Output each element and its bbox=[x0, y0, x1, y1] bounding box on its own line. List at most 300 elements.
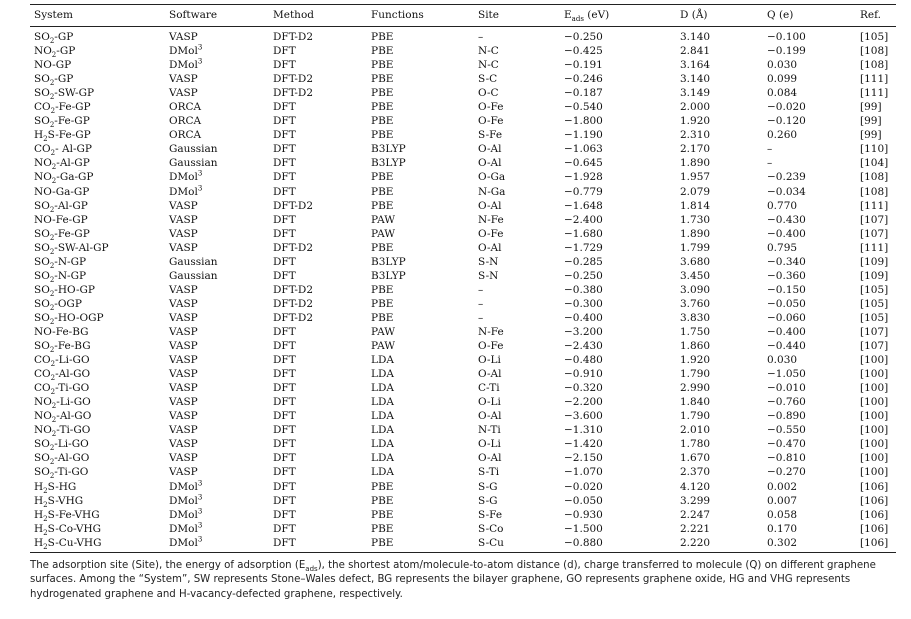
cell-site: O-Al bbox=[478, 452, 502, 465]
cell-method: DFT bbox=[273, 480, 296, 493]
cell-functions: PBE bbox=[371, 480, 394, 493]
table-row bbox=[30, 27, 896, 45]
header-system: System bbox=[30, 5, 165, 27]
table-row bbox=[30, 437, 896, 451]
cell-distance: 2.247 bbox=[680, 508, 711, 521]
table-row bbox=[30, 185, 896, 199]
cell-functions: PAW bbox=[371, 213, 396, 226]
table-row bbox=[30, 451, 896, 465]
cell-method: DFT bbox=[273, 269, 296, 282]
cell-functions: LDA bbox=[371, 396, 394, 409]
cell-software: DMol$^3$ bbox=[169, 521, 203, 535]
cell-distance: 1.890 bbox=[680, 227, 711, 240]
cell-functions: PBE bbox=[371, 536, 394, 549]
cell-system: $NO_2-Ga-GP$ bbox=[34, 171, 94, 186]
table-row bbox=[30, 367, 896, 381]
cell-distance: 2.079 bbox=[680, 185, 711, 198]
table-row bbox=[30, 536, 896, 553]
cell-method: DFT bbox=[273, 368, 296, 381]
cell-distance: 2.000 bbox=[680, 101, 711, 114]
cell-ref: [106] bbox=[860, 494, 889, 507]
cell-ref: [105] bbox=[860, 311, 889, 324]
table-row bbox=[30, 381, 896, 395]
cell-method: DFT bbox=[273, 227, 296, 240]
cell-system: $H_2S-HG$ bbox=[34, 480, 77, 495]
cell-eads: −0.020 bbox=[564, 480, 603, 493]
header-site: Site bbox=[474, 5, 560, 27]
cell-eads: −0.400 bbox=[564, 311, 603, 324]
cell-system: $NO_2-Al-GO$ bbox=[34, 410, 92, 425]
cell-ref: [100] bbox=[860, 410, 889, 423]
cell-ref: [100] bbox=[860, 438, 889, 451]
table-row bbox=[30, 241, 896, 255]
cell-charge: 0.084 bbox=[767, 87, 798, 100]
cell-charge: −0.270 bbox=[767, 466, 806, 479]
cell-functions: PBE bbox=[371, 129, 394, 142]
cell-system: $NO_2-GP$ bbox=[34, 45, 76, 60]
cell-distance: 1.814 bbox=[680, 199, 711, 212]
cell-eads: −2.150 bbox=[564, 452, 603, 465]
cell-system: $NO_2-Al-GP$ bbox=[34, 157, 90, 172]
cell-distance: 1.920 bbox=[680, 354, 711, 367]
cell-system: $SO_2-HO$-OGP bbox=[34, 311, 104, 327]
cell-software: VASP bbox=[169, 466, 198, 479]
cell-charge: −0.010 bbox=[767, 382, 806, 395]
cell-functions: PBE bbox=[371, 522, 394, 535]
cell-method: DFT bbox=[273, 466, 296, 479]
cell-charge: −0.100 bbox=[767, 31, 806, 43]
table-row bbox=[30, 283, 896, 297]
table-row bbox=[30, 480, 896, 494]
table-row bbox=[30, 170, 896, 184]
cell-software: DMol$^3$ bbox=[169, 43, 203, 58]
cell-charge: −0.034 bbox=[767, 185, 806, 198]
cell-ref: [100] bbox=[860, 368, 889, 381]
cell-system: $SO_2-N-GP$ bbox=[34, 255, 87, 270]
table-row bbox=[30, 100, 896, 114]
cell-ref: [106] bbox=[860, 522, 889, 535]
cell-eads: −0.540 bbox=[564, 101, 603, 114]
cell-method: DFT bbox=[273, 354, 296, 367]
cell-functions: LDA bbox=[371, 368, 394, 381]
cell-method: DFT-D2 bbox=[273, 31, 314, 43]
cell-distance: 2.010 bbox=[680, 424, 711, 437]
cell-eads: −1.648 bbox=[564, 199, 603, 212]
cell-functions: LDA bbox=[371, 424, 394, 437]
cell-distance: 1.799 bbox=[680, 241, 711, 254]
table-row bbox=[30, 395, 896, 409]
cell-software: VASP bbox=[169, 227, 198, 240]
cell-eads: −2.200 bbox=[564, 396, 603, 409]
cell-ref: [111] bbox=[860, 73, 889, 86]
table-row bbox=[30, 269, 896, 283]
cell-software: VASP bbox=[169, 283, 198, 296]
cell-distance: 3.450 bbox=[680, 269, 711, 282]
cell-site: N-Fe bbox=[478, 325, 504, 338]
cell-functions: PBE bbox=[371, 283, 394, 296]
cell-functions: PBE bbox=[371, 59, 394, 72]
cell-site: S-Fe bbox=[478, 129, 503, 142]
cell-eads: −0.320 bbox=[564, 382, 603, 395]
cell-system: $SO_2-GP$ bbox=[34, 31, 74, 46]
cell-distance: 2.220 bbox=[680, 536, 711, 549]
cell-method: DFT bbox=[273, 129, 296, 142]
header-method: Method bbox=[269, 5, 367, 27]
table-row bbox=[30, 227, 896, 241]
cell-site: – bbox=[478, 31, 484, 43]
cell-eads: −1.729 bbox=[564, 241, 603, 254]
cell-distance: 1.840 bbox=[680, 396, 711, 409]
table-row bbox=[30, 114, 896, 128]
cell-eads: −0.480 bbox=[564, 354, 603, 367]
cell-distance: 1.860 bbox=[680, 340, 711, 353]
table-row bbox=[30, 423, 896, 437]
cell-site: O-Li bbox=[478, 396, 501, 409]
cell-distance: 1.890 bbox=[680, 157, 711, 170]
cell-functions: PAW bbox=[371, 227, 396, 240]
cell-eads: −1.420 bbox=[564, 438, 603, 451]
cell-distance: 1.790 bbox=[680, 410, 711, 423]
cell-distance: 1.750 bbox=[680, 325, 711, 338]
cell-eads: −0.250 bbox=[564, 269, 603, 282]
cell-software: DMol$^3$ bbox=[169, 535, 203, 549]
cell-system: $SO_2-GP$ bbox=[34, 73, 74, 88]
cell-method: DFT-D2 bbox=[273, 241, 314, 254]
cell-ref: [99] bbox=[860, 115, 882, 128]
cell-site: N-C bbox=[478, 59, 499, 72]
cell-distance: 3.149 bbox=[680, 87, 711, 100]
cell-site: O-Li bbox=[478, 438, 501, 451]
cell-eads: −2.400 bbox=[564, 213, 603, 226]
cell-method: DFT bbox=[273, 185, 296, 198]
cell-method: DFT bbox=[273, 340, 296, 353]
cell-functions: PBE bbox=[371, 311, 394, 324]
cell-ref: [107] bbox=[860, 227, 889, 240]
header-charge: Q (e) bbox=[763, 5, 856, 27]
cell-method: DFT bbox=[273, 45, 296, 58]
cell-functions: PBE bbox=[371, 297, 394, 310]
cell-site: N-Ti bbox=[478, 424, 501, 437]
cell-method: DFT bbox=[273, 157, 296, 170]
cell-charge: 0.260 bbox=[767, 129, 798, 142]
cell-site: – bbox=[478, 297, 484, 310]
cell-charge: −0.430 bbox=[767, 213, 806, 226]
cell-charge: −0.150 bbox=[767, 283, 806, 296]
cell-distance: 3.680 bbox=[680, 255, 711, 268]
cell-site: N-Ga bbox=[478, 185, 506, 198]
table-container bbox=[30, 4, 896, 602]
cell-functions: LDA bbox=[371, 438, 394, 451]
cell-charge: 0.002 bbox=[767, 480, 798, 493]
header-distance: D (Å) bbox=[676, 5, 763, 27]
cell-software: Gaussian bbox=[169, 157, 218, 170]
cell-charge: −0.890 bbox=[767, 410, 806, 423]
cell-charge: −0.400 bbox=[767, 227, 806, 240]
cell-system: $SO_2$-OGP bbox=[34, 297, 82, 312]
table-row bbox=[30, 72, 896, 86]
cell-charge: −0.199 bbox=[767, 45, 806, 58]
cell-ref: [100] bbox=[860, 466, 889, 479]
cell-site: O-Li bbox=[478, 354, 501, 367]
cell-distance: 2.310 bbox=[680, 129, 711, 142]
cell-charge: −0.760 bbox=[767, 396, 806, 409]
cell-eads: −1.928 bbox=[564, 171, 603, 184]
cell-eads: −3.200 bbox=[564, 325, 603, 338]
cell-site: S-Ti bbox=[478, 466, 500, 479]
cell-functions: PBE bbox=[371, 241, 394, 254]
cell-ref: [108] bbox=[860, 185, 889, 198]
cell-ref: [106] bbox=[860, 480, 889, 493]
cell-software: VASP bbox=[169, 438, 198, 451]
cell-functions: LDA bbox=[371, 410, 394, 423]
cell-ref: [105] bbox=[860, 297, 889, 310]
cell-system: $CO_2-Li-GO$ bbox=[34, 354, 90, 369]
cell-system: $SO_2-Fe-GP$ bbox=[34, 115, 90, 130]
cell-software: VASP bbox=[169, 213, 198, 226]
cell-ref: [109] bbox=[860, 269, 889, 282]
cell-system: $SO_2-SW-Al-GP$ bbox=[34, 241, 109, 256]
cell-software: VASP bbox=[169, 199, 198, 212]
table-row bbox=[30, 58, 896, 72]
table-row bbox=[30, 465, 896, 479]
cell-system: $CO_2-Fe-GP$ bbox=[34, 101, 91, 116]
cell-ref: [107] bbox=[860, 325, 889, 338]
cell-charge: 0.030 bbox=[767, 354, 798, 367]
cell-system: NO-GP bbox=[34, 59, 72, 72]
cell-eads: −0.645 bbox=[564, 157, 603, 170]
table-row bbox=[30, 86, 896, 100]
cell-site: O-Fe bbox=[478, 101, 504, 114]
table-body bbox=[30, 27, 896, 553]
cell-charge: −0.360 bbox=[767, 269, 806, 282]
cell-distance: 1.957 bbox=[680, 171, 711, 184]
cell-eads: −0.380 bbox=[564, 283, 603, 296]
cell-software: VASP bbox=[169, 297, 198, 310]
table-row bbox=[30, 494, 896, 508]
cell-system: $CO_2-Al-GO$ bbox=[34, 368, 91, 383]
header-software: Software bbox=[165, 5, 269, 27]
cell-functions: PBE bbox=[371, 494, 394, 507]
cell-system: NO-Fe-BG bbox=[34, 325, 89, 338]
cell-distance: 2.990 bbox=[680, 382, 711, 395]
cell-ref: [111] bbox=[860, 241, 889, 254]
table-row bbox=[30, 255, 896, 269]
cell-software: VASP bbox=[169, 31, 198, 43]
cell-charge: 0.099 bbox=[767, 73, 798, 86]
cell-charge: −0.550 bbox=[767, 424, 806, 437]
cell-system: $H_2S-Fe$-VHG bbox=[34, 508, 100, 523]
cell-distance: 1.780 bbox=[680, 438, 711, 451]
cell-method: DFT bbox=[273, 59, 296, 72]
cell-site: S-N bbox=[478, 269, 499, 282]
cell-ref: [100] bbox=[860, 396, 889, 409]
cell-functions: B3LYP bbox=[371, 143, 406, 156]
cell-charge: – bbox=[767, 157, 773, 170]
cell-software: VASP bbox=[169, 368, 198, 381]
table-row bbox=[30, 297, 896, 311]
cell-distance: 3.090 bbox=[680, 283, 711, 296]
cell-software: VASP bbox=[169, 325, 198, 338]
cell-functions: PBE bbox=[371, 115, 394, 128]
cell-ref: [104] bbox=[860, 157, 889, 170]
cell-eads: −1.190 bbox=[564, 129, 603, 142]
cell-charge: 0.058 bbox=[767, 508, 798, 521]
cell-charge: 0.302 bbox=[767, 536, 798, 549]
cell-system: $H_2S-Fe-GP$ bbox=[34, 129, 91, 144]
cell-method: DFT-D2 bbox=[273, 297, 314, 310]
cell-eads: −1.500 bbox=[564, 522, 603, 535]
cell-site: – bbox=[478, 283, 484, 296]
cell-functions: LDA bbox=[371, 452, 394, 465]
cell-charge: −0.020 bbox=[767, 101, 806, 114]
cell-software: Gaussian bbox=[169, 255, 218, 268]
cell-distance: 1.920 bbox=[680, 115, 711, 128]
cell-ref: [100] bbox=[860, 424, 889, 437]
cell-site: O-Al bbox=[478, 143, 502, 156]
cell-functions: B3LYP bbox=[371, 269, 406, 282]
cell-system: $SO_2-Li-GO$ bbox=[34, 438, 89, 453]
cell-charge: 0.795 bbox=[767, 241, 798, 254]
cell-ref: [111] bbox=[860, 87, 889, 100]
cell-method: DFT bbox=[273, 508, 296, 521]
cell-eads: −1.063 bbox=[564, 143, 603, 156]
cell-site: O-Al bbox=[478, 410, 502, 423]
cell-software: Gaussian bbox=[169, 269, 218, 282]
table-row bbox=[30, 311, 896, 325]
cell-charge: −0.810 bbox=[767, 452, 806, 465]
table-row bbox=[30, 213, 896, 227]
table-row bbox=[30, 409, 896, 423]
cell-software: VASP bbox=[169, 73, 198, 86]
cell-method: DFT bbox=[273, 410, 296, 423]
cell-system: $SO_2-N-GP$ bbox=[34, 269, 87, 284]
cell-charge: 0.170 bbox=[767, 522, 798, 535]
cell-distance: 3.760 bbox=[680, 297, 711, 310]
cell-functions: PAW bbox=[371, 325, 396, 338]
cell-charge: −1.050 bbox=[767, 368, 806, 381]
cell-charge: −0.340 bbox=[767, 255, 806, 268]
cell-eads: −0.191 bbox=[564, 59, 603, 72]
cell-method: DFT bbox=[273, 424, 296, 437]
cell-charge: 0.770 bbox=[767, 199, 798, 212]
table-header-row bbox=[30, 5, 896, 27]
cell-software: VASP bbox=[169, 410, 198, 423]
cell-ref: [111] bbox=[860, 199, 889, 212]
cell-software: DMol$^3$ bbox=[169, 184, 203, 198]
cell-site: S-Fe bbox=[478, 508, 503, 521]
cell-site: S-Co bbox=[478, 522, 504, 535]
header-ref: Ref. bbox=[856, 5, 896, 27]
cell-software: ORCA bbox=[169, 101, 202, 114]
cell-distance: 1.790 bbox=[680, 368, 711, 381]
cell-method: DFT-D2 bbox=[273, 283, 314, 296]
cell-method: DFT bbox=[273, 115, 296, 128]
cell-system: $H_2S-Cu$-VHG bbox=[34, 536, 102, 551]
cell-system: $CO_2-$ Al-GP bbox=[34, 143, 92, 158]
cell-functions: PBE bbox=[371, 199, 394, 212]
cell-software: VASP bbox=[169, 87, 198, 100]
cell-functions: PBE bbox=[371, 87, 394, 100]
cell-system: $SO_2-Ti-GO$ bbox=[34, 466, 89, 481]
cell-system: NO-Ga-GP bbox=[34, 185, 90, 198]
cell-system: $H_2S-Co$-VHG bbox=[34, 522, 102, 537]
cell-functions: PBE bbox=[371, 73, 394, 86]
table-row bbox=[30, 128, 896, 142]
cell-functions: LDA bbox=[371, 354, 394, 367]
cell-charge: 0.007 bbox=[767, 494, 798, 507]
cell-site: O-Fe bbox=[478, 340, 504, 353]
cell-method: DFT bbox=[273, 171, 296, 184]
cell-method: DFT bbox=[273, 494, 296, 507]
cell-software: DMol$^3$ bbox=[169, 479, 203, 493]
cell-method: DFT-D2 bbox=[273, 87, 314, 100]
cell-eads: −0.050 bbox=[564, 494, 603, 507]
cell-software: VASP bbox=[169, 241, 198, 254]
cell-system: $NO_2-Ti-GO$ bbox=[34, 424, 91, 439]
cell-site: O-Fe bbox=[478, 227, 504, 240]
cell-functions: PBE bbox=[371, 101, 394, 114]
table-caption: The adsorption site (Site), the energy of adsorption $(E_{ads})$, the shortest atom/molecule-to-atom distance (d), charge transferred to molecule (Q) on different graphene surfaces. Among the “System”, SW represents Stone–Wales defect, BG represents the bilayer graphene, GO represents graphene oxide, HG and VHG represents hydrogenated graphene and H-vacancy-defected graphene, respectively. bbox=[30, 559, 876, 600]
cell-ref: [108] bbox=[860, 45, 889, 58]
cell-site: S-N bbox=[478, 255, 499, 268]
cell-software: DMol$^3$ bbox=[169, 169, 203, 184]
cell-system: NO-Fe-GP bbox=[34, 213, 88, 226]
cell-method: DFT bbox=[273, 255, 296, 268]
cell-ref: [106] bbox=[860, 536, 889, 549]
cell-site: – bbox=[478, 311, 484, 324]
cell-method: DFT-D2 bbox=[273, 73, 314, 86]
cell-charge: −0.440 bbox=[767, 340, 806, 353]
cell-software: VASP bbox=[169, 340, 198, 353]
cell-method: DFT bbox=[273, 325, 296, 338]
table-row bbox=[30, 142, 896, 156]
cell-software: ORCA bbox=[169, 129, 202, 142]
cell-charge: −0.120 bbox=[767, 115, 806, 128]
cell-distance: 3.164 bbox=[680, 59, 711, 72]
cell-ref: [100] bbox=[860, 354, 889, 367]
cell-ref: [100] bbox=[860, 382, 889, 395]
cell-site: O-Fe bbox=[478, 115, 504, 128]
cell-distance: 2.370 bbox=[680, 466, 711, 479]
cell-distance: 1.730 bbox=[680, 213, 711, 226]
cell-functions: B3LYP bbox=[371, 255, 406, 268]
cell-eads: −0.285 bbox=[564, 255, 603, 268]
cell-distance: 2.841 bbox=[680, 45, 711, 58]
cell-system: $SO_2-Al-GO$ bbox=[34, 452, 90, 467]
table-row bbox=[30, 508, 896, 522]
cell-site: O-Al bbox=[478, 368, 502, 381]
cell-software: VASP bbox=[169, 396, 198, 409]
cell-system: $SO_2-Al-GP$ bbox=[34, 199, 88, 214]
cell-distance: 3.140 bbox=[680, 73, 711, 86]
cell-site: O-Al bbox=[478, 157, 502, 170]
cell-functions: PBE bbox=[371, 508, 394, 521]
cell-software: DMol$^3$ bbox=[169, 57, 203, 72]
table-row bbox=[30, 353, 896, 367]
cell-ref: [107] bbox=[860, 340, 889, 353]
cell-software: VASP bbox=[169, 382, 198, 395]
cell-ref: [109] bbox=[860, 255, 889, 268]
cell-method: DFT bbox=[273, 438, 296, 451]
cell-eads: −1.680 bbox=[564, 227, 603, 240]
cell-functions: PBE bbox=[371, 31, 394, 43]
cell-ref: [108] bbox=[860, 171, 889, 184]
table-row bbox=[30, 199, 896, 213]
cell-software: DMol$^3$ bbox=[169, 507, 203, 521]
cell-distance: 3.830 bbox=[680, 311, 711, 324]
cell-method: DFT bbox=[273, 396, 296, 409]
cell-software: VASP bbox=[169, 354, 198, 367]
